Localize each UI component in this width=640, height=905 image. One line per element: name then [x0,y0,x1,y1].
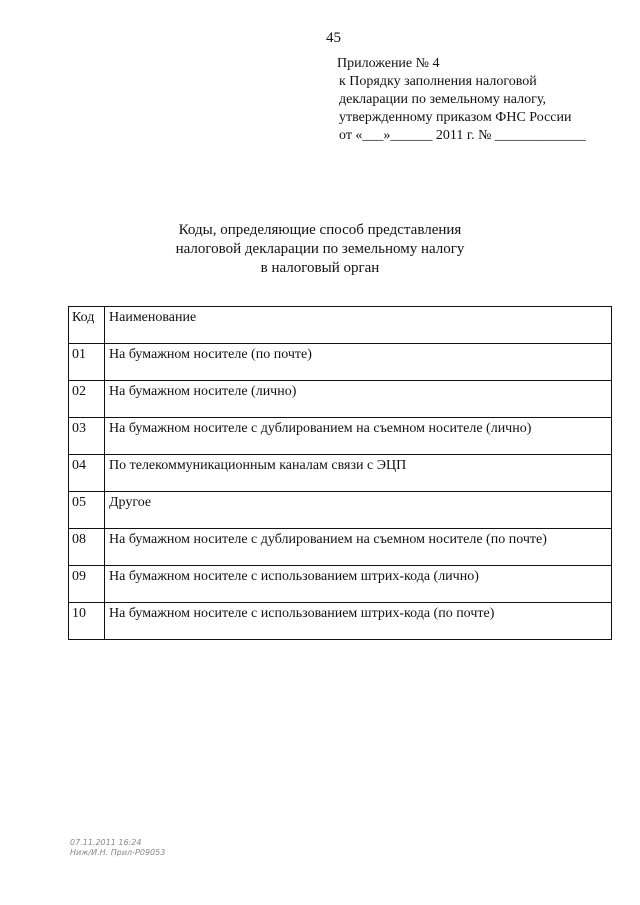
row-name: На бумажном носителе с дублированием на съемном носителе (лично) [105,418,612,455]
row-code: 03 [69,418,105,455]
row-name: Другое [105,492,612,529]
appendix-line: декларации по земельному налогу, [339,92,546,107]
table-row [69,603,612,640]
table-row [69,455,612,492]
document-heading [0,221,640,278]
table-row [69,344,612,381]
row-name: На бумажном носителе (по почте) [105,344,612,381]
appendix-line: к Порядку заполнения налоговой [339,74,537,89]
page-number: 45 [326,30,341,46]
table-row [69,492,612,529]
table-header-row [69,307,612,344]
header-name: Наименование [105,307,612,344]
row-code: 05 [69,492,105,529]
heading-line: налоговой декларации по земельному налогу [175,241,465,257]
header-code: Код [69,307,105,344]
table-row [69,381,612,418]
row-name: По телекоммуникационным каналам связи с ЭЦП [105,455,612,492]
row-code: 08 [69,529,105,566]
heading-line: в налоговый орган [260,260,380,276]
table-row [69,418,612,455]
print-stamp [70,838,165,858]
appendix-block [337,55,586,145]
row-code: 02 [69,381,105,418]
codes-table [68,306,612,640]
stamp-line: 07.11.2011 16:24 [70,838,142,847]
appendix-title: Приложение № 4 [337,56,440,71]
row-code: 10 [69,603,105,640]
heading-line: Коды, определяющие способ представления [178,222,462,238]
appendix-date-line: от «___»______ 2011 г. № _____________ [339,128,586,143]
row-name: На бумажном носителе с дублированием на съемном носителе (по почте) [105,529,612,566]
row-name: На бумажном носителе с использованием штрих-кода (лично) [105,566,612,603]
stamp-line: Ниж/И.Н. Прил-Р09053 [70,848,166,857]
row-name: На бумажном носителе (лично) [105,381,612,418]
row-code: 09 [69,566,105,603]
appendix-line: утвержденному приказом ФНС России [339,110,572,125]
row-code: 04 [69,455,105,492]
row-name: На бумажном носителе с использованием штрих-кода (по почте) [105,603,612,640]
row-code: 01 [69,344,105,381]
table-row [69,529,612,566]
table-row [69,566,612,603]
